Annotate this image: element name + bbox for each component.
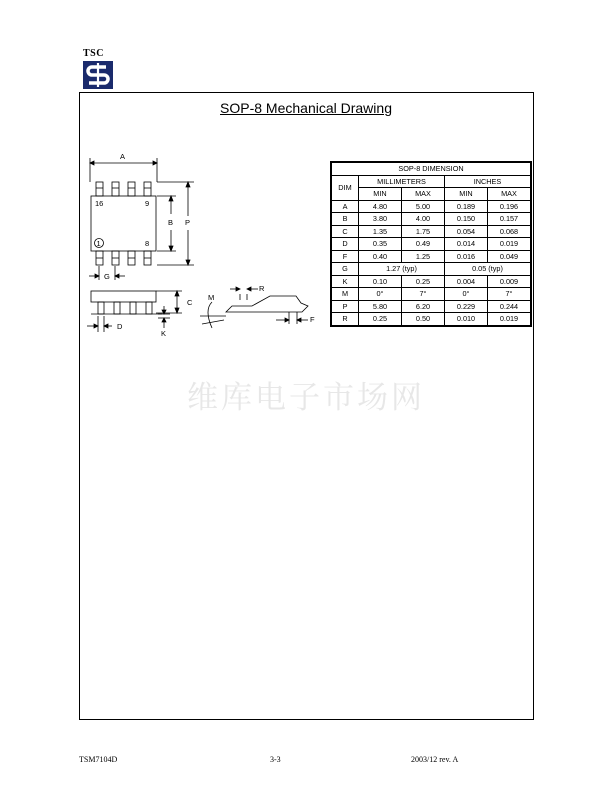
page-title: SOP-8 Mechanical Drawing [220, 100, 392, 116]
in-min-cell: 0.229 [445, 300, 488, 313]
table-row [331, 313, 531, 326]
row-dim: G [331, 263, 359, 276]
pin-label-8: 8 [145, 239, 150, 248]
row-dim: B [331, 213, 359, 226]
row-dim: R [331, 313, 359, 326]
mm-typ-cell: 1.27 (typ) [359, 263, 445, 276]
mm-max-cell: 0.50 [402, 313, 445, 326]
in-min-cell: 0.004 [445, 275, 488, 288]
table-row [331, 225, 531, 238]
in-max-cell: 0.019 [488, 238, 532, 251]
in-min-cell: 0.189 [445, 200, 488, 213]
mm-min-cell: 5.80 [359, 300, 402, 313]
pin-label-9: 9 [145, 199, 150, 208]
mm-min-cell: 0.25 [359, 313, 402, 326]
table-row [331, 263, 531, 276]
company-logo [83, 48, 117, 90]
mm-max-cell: 5.00 [402, 200, 445, 213]
mm-min-cell: 3.80 [359, 213, 402, 226]
mm-max-cell: 1.75 [402, 225, 445, 238]
in-min-cell: 0° [445, 288, 488, 301]
row-dim: A [331, 200, 359, 213]
mm-min-cell: 0° [359, 288, 402, 301]
row-dim: P [331, 300, 359, 313]
in-max-cell: 0.068 [488, 225, 532, 238]
row-dim: M [331, 288, 359, 301]
footer-revision: 2003/12 rev. A [411, 755, 459, 764]
in-min-cell: 0.014 [445, 238, 488, 251]
dim-label-k: K [161, 329, 167, 338]
dim-label-f: F [310, 315, 315, 324]
mechanical-drawing [84, 148, 324, 368]
watermark: 维库电子市场网 [187, 380, 425, 416]
table-row [331, 275, 531, 288]
in-max-cell: 7° [488, 288, 532, 301]
in-max-cell: 0.196 [488, 200, 532, 213]
in-max-cell: 0.049 [488, 250, 532, 263]
dim-label-d: D [117, 322, 123, 331]
dim-label-m: M [208, 293, 215, 302]
in-min-cell: 0.150 [445, 213, 488, 226]
mm-max-cell: 0.49 [402, 238, 445, 251]
footer-page-number: 3-3 [270, 755, 281, 764]
dimension-table [330, 161, 532, 327]
mm-min-cell: 0.35 [359, 238, 402, 251]
row-dim: C [331, 225, 359, 238]
dim-label-r: R [259, 284, 265, 293]
dim-header: DIM [331, 175, 359, 200]
pin-label-16: 16 [95, 199, 104, 208]
mm-min-cell: 0.10 [359, 275, 402, 288]
mm-min-cell: 0.40 [359, 250, 402, 263]
dim-label-a: A [120, 152, 126, 161]
in-max-cell: 0.009 [488, 275, 532, 288]
mm-min-cell: 1.35 [359, 225, 402, 238]
logo-text: TSC [83, 48, 104, 59]
in-min-cell: 0.016 [445, 250, 488, 263]
table-row [331, 238, 531, 251]
mm-max-cell: 0.25 [402, 275, 445, 288]
mm-max-cell: 4.00 [402, 213, 445, 226]
table-title: SOP-8 DIMENSION [331, 162, 531, 175]
in-max-cell: 0.019 [488, 313, 532, 326]
in-max-cell: 0.244 [488, 300, 532, 313]
table-row [331, 250, 531, 263]
table-row [331, 288, 531, 301]
in-max-header: MAX [488, 188, 532, 201]
mm-max-cell: 7° [402, 288, 445, 301]
table-row [331, 200, 531, 213]
table-row [331, 300, 531, 313]
dim-label-c: C [187, 298, 193, 307]
in-min-header: MIN [445, 188, 488, 201]
pin-label-1: 1 [96, 239, 101, 248]
dim-label-b: B [168, 218, 174, 227]
in-min-cell: 0.054 [445, 225, 488, 238]
table-row [331, 213, 531, 226]
inches-header: INCHES [445, 175, 532, 188]
mm-min-header: MIN [359, 188, 402, 201]
logo-mark-icon [83, 61, 113, 89]
mm-max-header: MAX [402, 188, 445, 201]
row-dim: D [331, 238, 359, 251]
in-min-cell: 0.010 [445, 313, 488, 326]
footer-doc-id: TSM7104D [79, 755, 118, 764]
row-dim: K [331, 275, 359, 288]
mm-min-cell: 4.80 [359, 200, 402, 213]
mm-max-cell: 1.25 [402, 250, 445, 263]
dim-label-p: P [185, 218, 191, 227]
dim-label-g: G [104, 272, 110, 281]
mm-max-cell: 6.20 [402, 300, 445, 313]
millimeters-header: MILLIMETERS [359, 175, 445, 188]
in-typ-cell: 0.05 (typ) [445, 263, 532, 276]
row-dim: F [331, 250, 359, 263]
in-max-cell: 0.157 [488, 213, 532, 226]
